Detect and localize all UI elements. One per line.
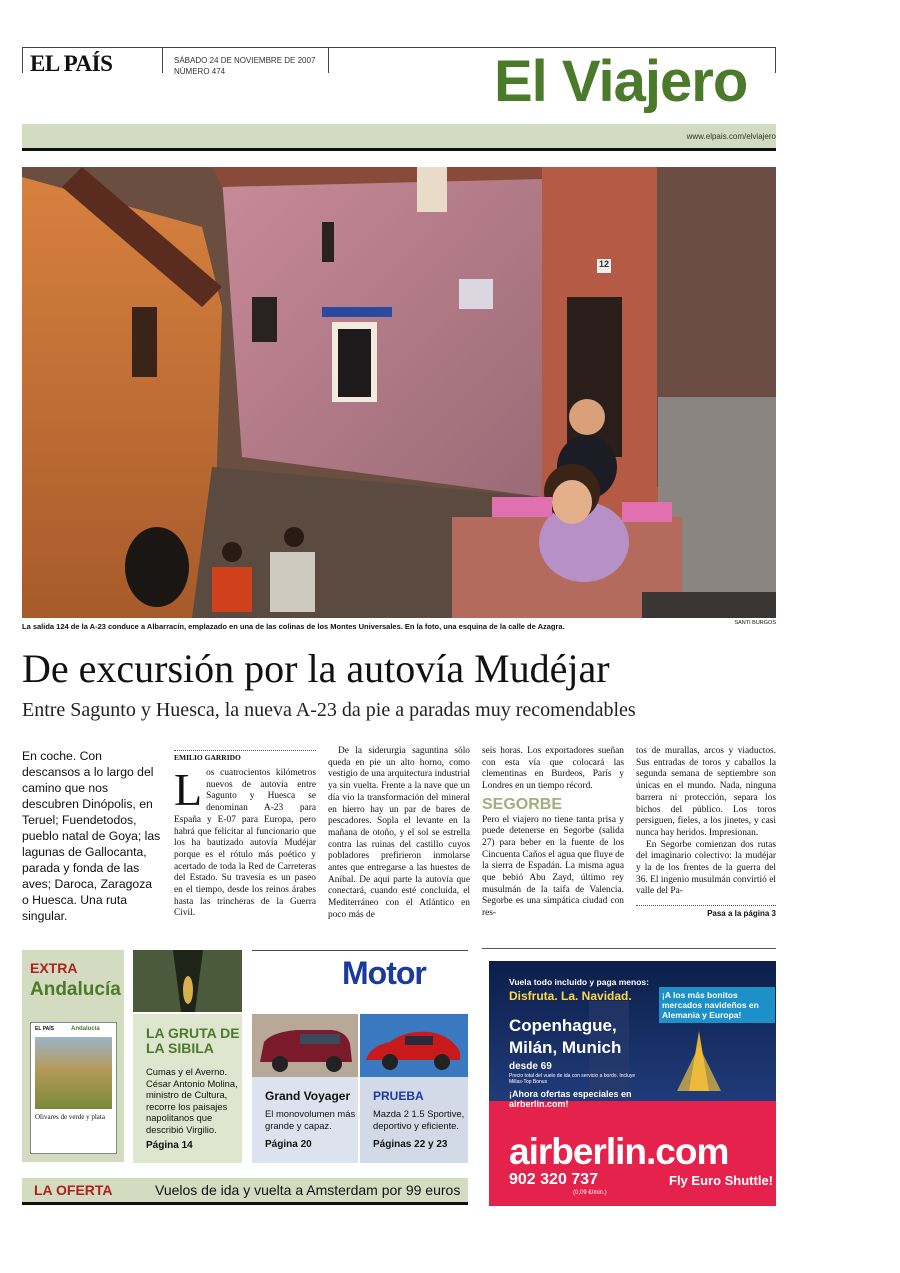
prueba-promo[interactable] — [360, 1077, 468, 1163]
continue-link[interactable]: Pasa a la página 3 — [636, 905, 776, 918]
column-text: En Segorbe comienzan dos rutas del imaginario colectivo: la mudéjar y la de los frentes de la guerra del 36. El ingenio musulmán convirtió el valle del Pa- — [636, 839, 776, 897]
column-text: De la siderurgia saguntina sólo queda en pie un alto horno, como vestigio de una arquitectura industrial ya sin vuelta. Frente a la nave que un día vio la transformación del mineral en hierro hay un par de bares de pescadores. Sopla el levante en la mañana de otoño, y el sol se estrella contra las ruinas del castillo cuyos pobladores prefirieron inmolarse antes que entregarse a las huestes de Aníbal. De aquí parte la autovía que conectará, cuando esté concluida, el Mediterráneo con el Atlántico en poco más de — [328, 746, 470, 920]
gruta-page: Página 14 — [146, 1140, 193, 1151]
drop-cap: L — [174, 764, 203, 815]
ad-slogan: Disfruta. La. Navidad. — [509, 989, 632, 1003]
divider — [775, 48, 776, 73]
red-car-illustration — [360, 1014, 468, 1077]
section-subhead: SEGORBE — [482, 795, 563, 813]
prueba-title: PRUEBA — [373, 1089, 424, 1103]
ad-price: desde 69 — [509, 1061, 552, 1072]
gruta-desc: Cumas y el Averno. César Antonio Molina, ministro de Cultura, recorre los paisajes napolitanos que describió Virgilio. — [146, 1066, 238, 1135]
ad-brand: airberlin.com — [509, 1131, 729, 1172]
oferta-label: LA OFERTA — [34, 1182, 113, 1198]
ad-cities: Copenhague, Milán, Munich — [509, 1016, 622, 1057]
issue-info — [174, 55, 315, 77]
cover-title: Andalucía — [71, 1026, 100, 1032]
oferta-bar[interactable] — [22, 1178, 468, 1205]
prueba-page: Páginas 22 y 23 — [373, 1139, 448, 1150]
cover-masthead: EL PAÍS — [35, 1026, 54, 1032]
ad-intro: Vuela todo incluido y paga menos: — [509, 977, 649, 987]
section-title[interactable]: El Viajero — [494, 49, 748, 114]
ad-fine-print: Precio total del vuelo de ida con servicio a bordo. Incluye Millas-Top Bonus — [509, 1073, 636, 1085]
minivan-photo — [252, 1014, 358, 1077]
supplement-cover — [30, 1022, 117, 1154]
gruta-photo — [133, 950, 242, 1012]
gv-title: Grand Voyager — [265, 1089, 351, 1103]
photo-caption: La salida 124 de la A-23 conduce a Albarracín, emplazado en una de las colinas de los Montes Universales. En la foto, una esquina de la calle de Azagra. — [22, 622, 565, 631]
divider — [162, 48, 163, 73]
column-text: os cuatrocientos kilómetros nuevos de autovía entre Sagunto y Huesca se denominan A-23 para España y E-07 para Europa, pero habrá que felicitar al funcionario que los ha bautizado autovía Mudéjar porque es el rótulo más poético y acertado de toda la Red de Carreteras del Estado. Su travesía es un paseo en el tiempo, desde los reinos árabes hasta las trincheras de la Guerra Civil. — [174, 768, 316, 919]
extra-title: Andalucía — [30, 979, 121, 1000]
ad-phone-rate: (0,09 €/min.) — [573, 1190, 607, 1196]
ad-phone: 902 320 737 — [509, 1171, 598, 1188]
cover-photo — [35, 1037, 112, 1109]
photo-credit: SANTI BURGOS — [734, 620, 776, 626]
issue-date: SÁBADO 24 DE NOVIEMBRE DE 2007 — [174, 56, 316, 65]
divider — [328, 48, 329, 73]
article-headline[interactable]: De excursión por la autovía Mudéjar — [22, 646, 610, 691]
extra-label: EXTRA — [30, 960, 78, 976]
article-lead: En coche. Con descansos a lo largo del camino que nos descubren Dinópolis, en Teruel; Fuendetodos, pueblo natal de Goya; las lagunas de Gallocanta, parada y fonda de las aves; Daroca, Zaragoza o Huesca. Una ruta singular. — [22, 749, 161, 923]
byline: EMILIO GARRIDO — [174, 750, 316, 762]
gruta-promo[interactable] — [133, 1014, 242, 1163]
house-number: 12 — [598, 259, 609, 269]
article-subhead: Entre Sagunto y Huesca, la nueva A-23 da pie a paradas muy recomendables — [22, 699, 636, 721]
grand-voyager-promo[interactable] — [252, 1077, 358, 1163]
article-column-3 — [482, 746, 624, 920]
article-column-2 — [328, 746, 470, 922]
motor-title[interactable]: Motor — [342, 955, 426, 991]
gv-page: Página 20 — [265, 1139, 312, 1150]
article-column-1 — [174, 764, 316, 920]
cover-headline: Olivares de verde y plata — [35, 1113, 105, 1121]
tunnel-illustration — [133, 950, 242, 1012]
column-text: tos de murallas, arcos y viaductos. Sus entradas de toros y caballos la segunda semana de septiembre son únicas en el mundo. Nada, ninguna barrera ni protección, separa los bichos del público. Los toros persiguen, fieles, a los jinetes, y casi nunca hay heridos. Impresionan. — [636, 746, 776, 838]
column-text: seis horas. Los exportadores sueñan con esta vía que colocará las clementinas en Burdeos, París y Londres en un tiempo récord. — [482, 746, 624, 792]
oferta-text: Vuelos de ida y vuelta a Amsterdam por 99 euros — [155, 1182, 461, 1198]
article-column-4 — [636, 746, 776, 898]
street-scene-illustration — [22, 167, 776, 618]
prueba-desc: Mazda 2 1.5 Sportive, deportivo y eficiente. — [373, 1108, 465, 1131]
ad-offers: ¡Ahora ofertas especiales en airberlin.com! — [509, 1089, 632, 1109]
divider — [22, 48, 23, 73]
section-url[interactable]: www.elpais.com/elviajero — [686, 132, 776, 141]
newspaper-logo[interactable]: EL PAÍS — [30, 51, 113, 76]
section-bar — [22, 124, 776, 151]
ad-tagline: Fly Euro Shuttle! — [669, 1173, 773, 1188]
issue-number: NÚMERO 474 — [174, 67, 226, 76]
extra-promo[interactable] — [22, 950, 124, 1162]
minivan-illustration — [252, 1014, 358, 1077]
gruta-title: LA GRUTA DE LA SIBILA — [146, 1025, 240, 1056]
lead-photo — [22, 167, 776, 618]
airberlin-ad[interactable] — [489, 961, 776, 1206]
ad-promo: ¡A los más bonitos mercados navideños en Alemania y Europa! — [659, 987, 775, 1023]
mazda-photo — [360, 1014, 468, 1077]
gv-desc: El monovolumen más grande y capaz. — [265, 1108, 356, 1131]
column-text: Pero el viajero no tiene tanta prisa y puede detenerse en Segorbe (salida 27) para beber en la fuente de los Cincuenta Caños el agua que fluye de la sierra de Espadán. La misma agua que bebió Abu Zayd, último rey musulmán de la taifa de Valencia. Segorbe es una simpática ciudad con res- — [482, 814, 624, 919]
